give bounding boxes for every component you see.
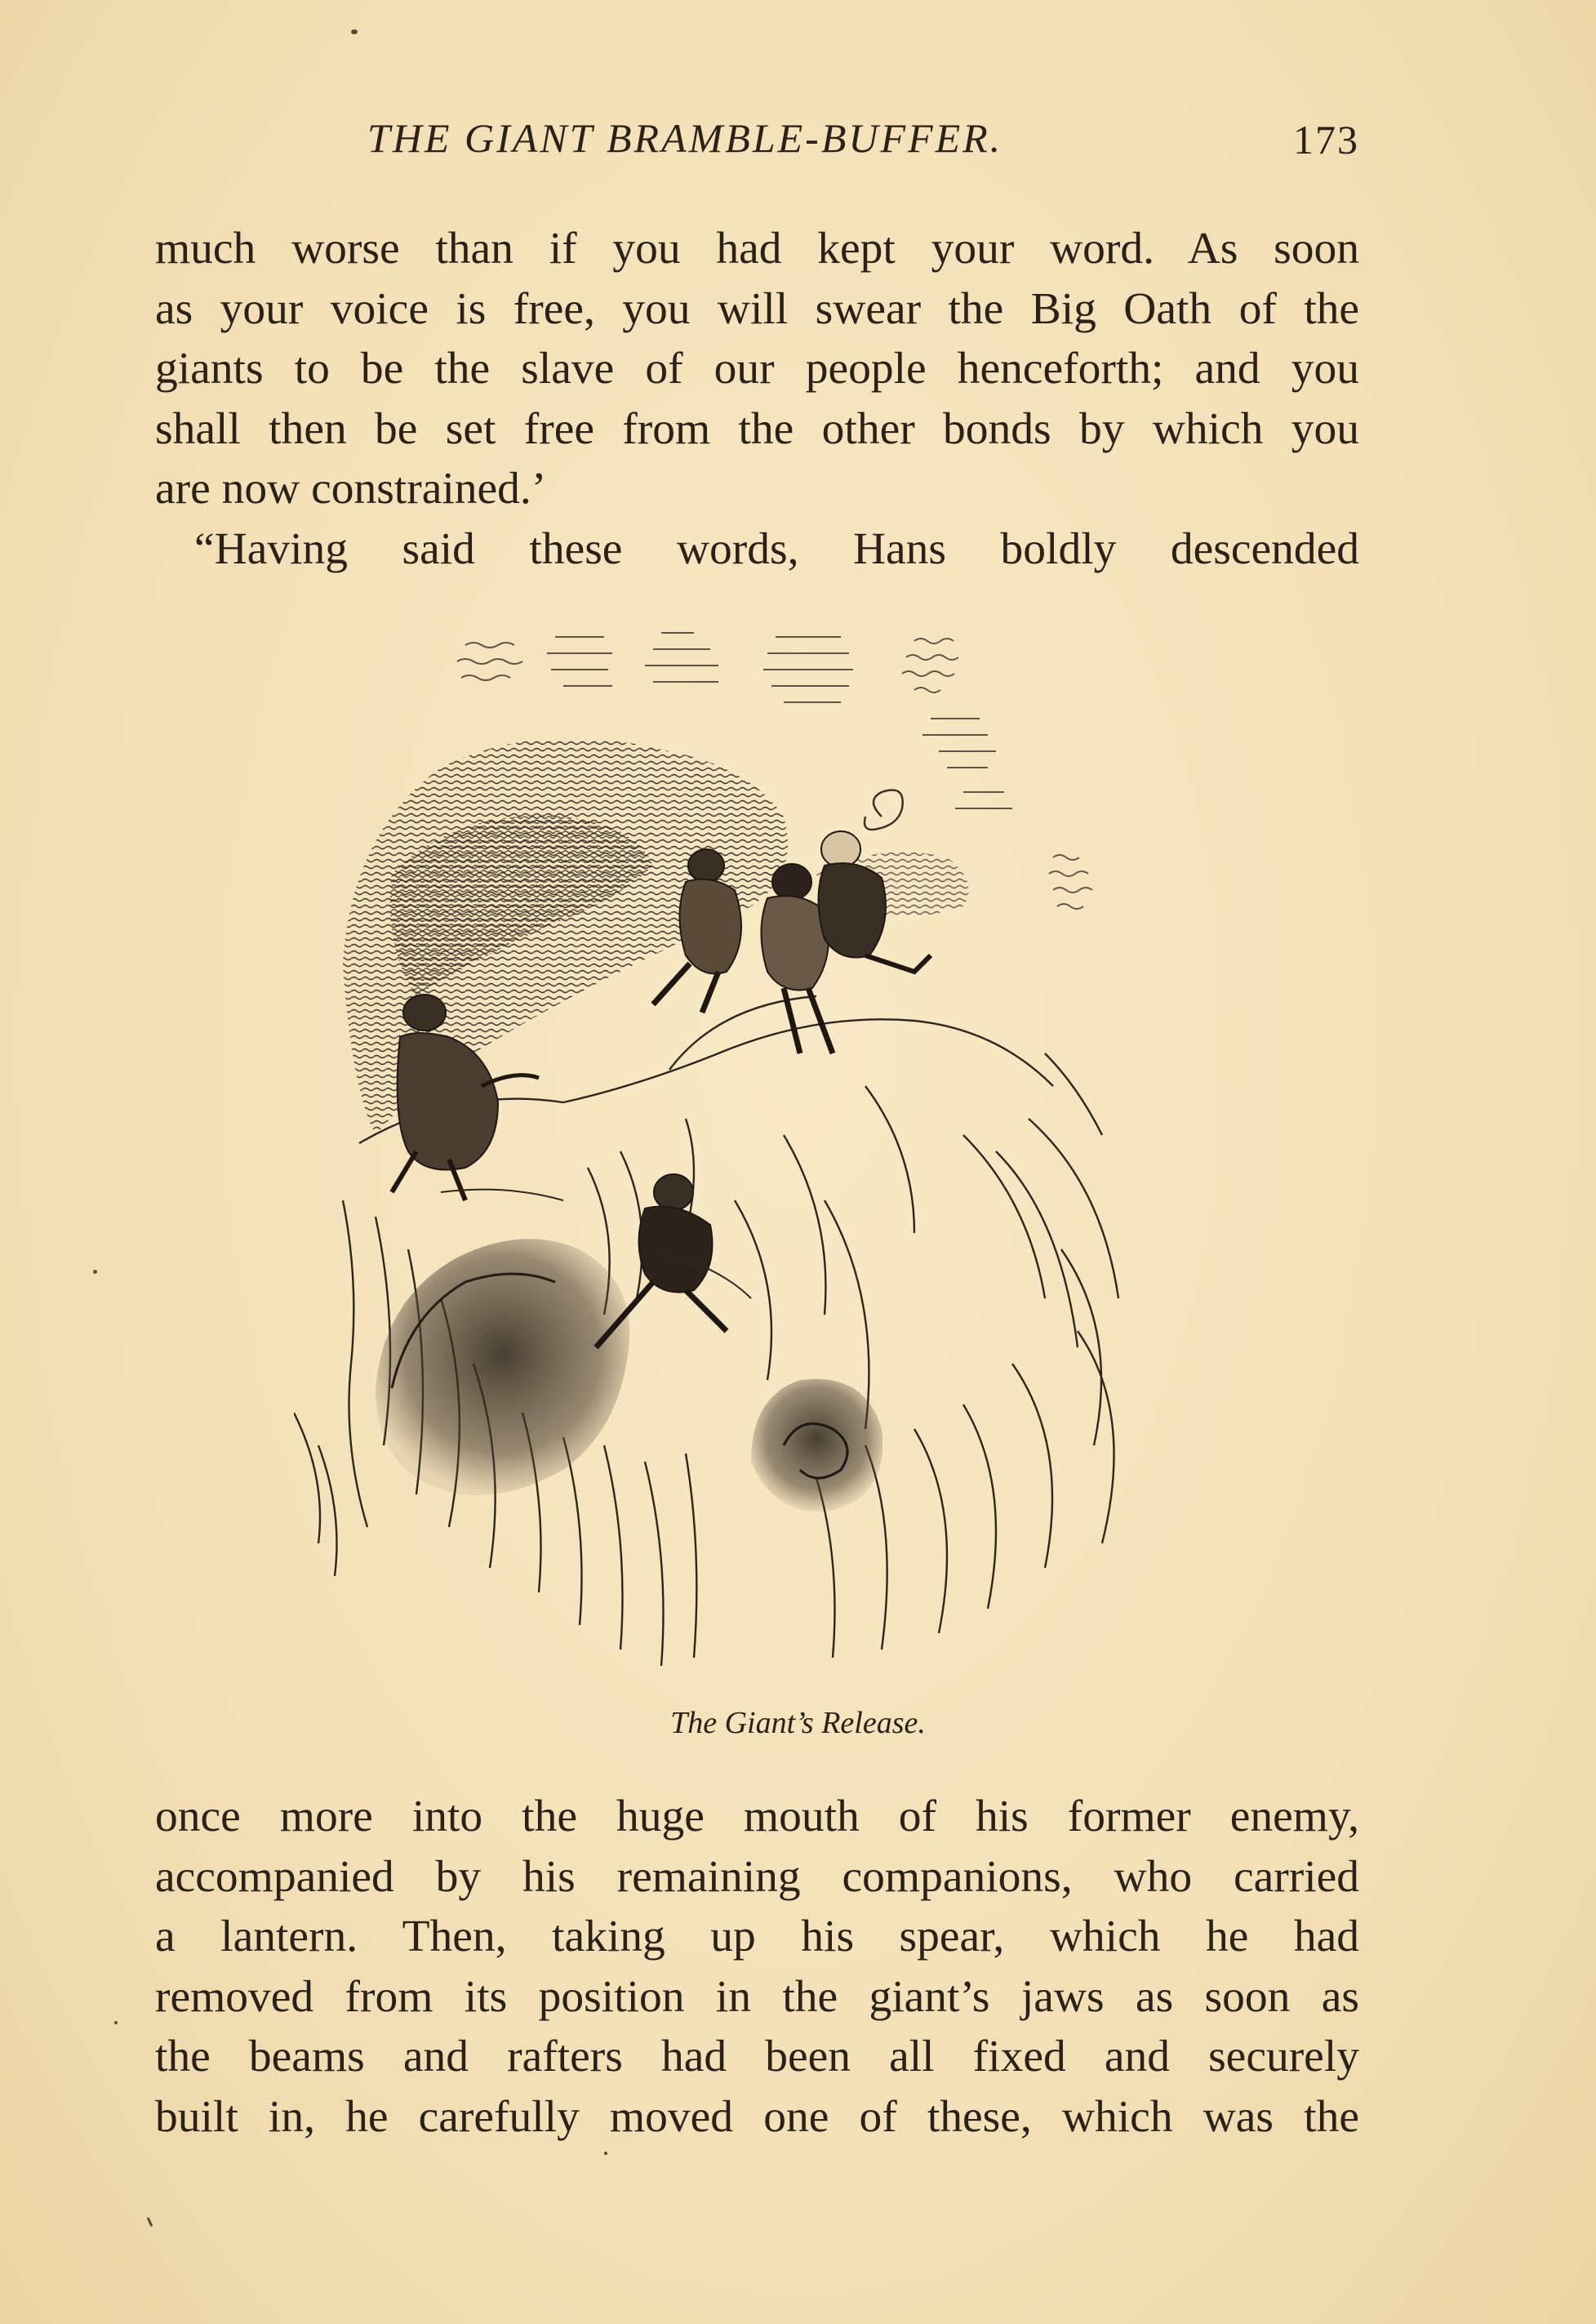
paper-speck <box>147 2217 153 2227</box>
paper-speck <box>114 2021 118 2024</box>
text-line: a lantern. Then, taking up his spear, which he had <box>155 1912 1359 1961</box>
running-title: THE GIANT BRAMBLE-BUFFER. <box>367 115 1003 161</box>
text-line: built in, he carefully moved one of these, which was the <box>155 2091 1359 2142</box>
text-line: accompanied by his remaining companions, who carried <box>155 1851 1359 1902</box>
hair-swirl <box>751 1379 882 1512</box>
figure-caption: The Giant’s Release. <box>670 1706 926 1740</box>
text-line: removed from its position in the giant’s jaws as soon as <box>155 1971 1359 2022</box>
text-line: once more into the huge mouth of his former enemy, <box>155 1792 1359 1841</box>
text-line: shall then be set free from the other bonds by which you <box>155 403 1359 454</box>
text-line: the beams and rafters had been all fixed and securely <box>155 2032 1359 2081</box>
engraving-illustration <box>294 629 1241 1682</box>
text-line: are now constrained.’ <box>155 464 547 514</box>
text-block-top <box>155 219 1359 579</box>
text-line: as your voice is free, you will swear the Big Oath of the <box>155 283 1359 334</box>
running-head <box>155 114 1359 180</box>
figure-center <box>596 1174 727 1347</box>
text-line: much worse than if you had kept your word. As soon <box>155 224 1359 274</box>
text-line: giants to be the slave of our people henceforth; and you <box>155 344 1359 394</box>
paper-speck <box>93 1270 97 1274</box>
page-number: 173 <box>1293 117 1359 163</box>
paper-speck <box>604 2152 607 2155</box>
rope-detail <box>865 790 903 830</box>
text-block-bottom <box>155 1787 1359 2147</box>
paper-speck <box>351 29 358 34</box>
text-line: “Having said these words, Hans boldly descended <box>194 523 1359 574</box>
